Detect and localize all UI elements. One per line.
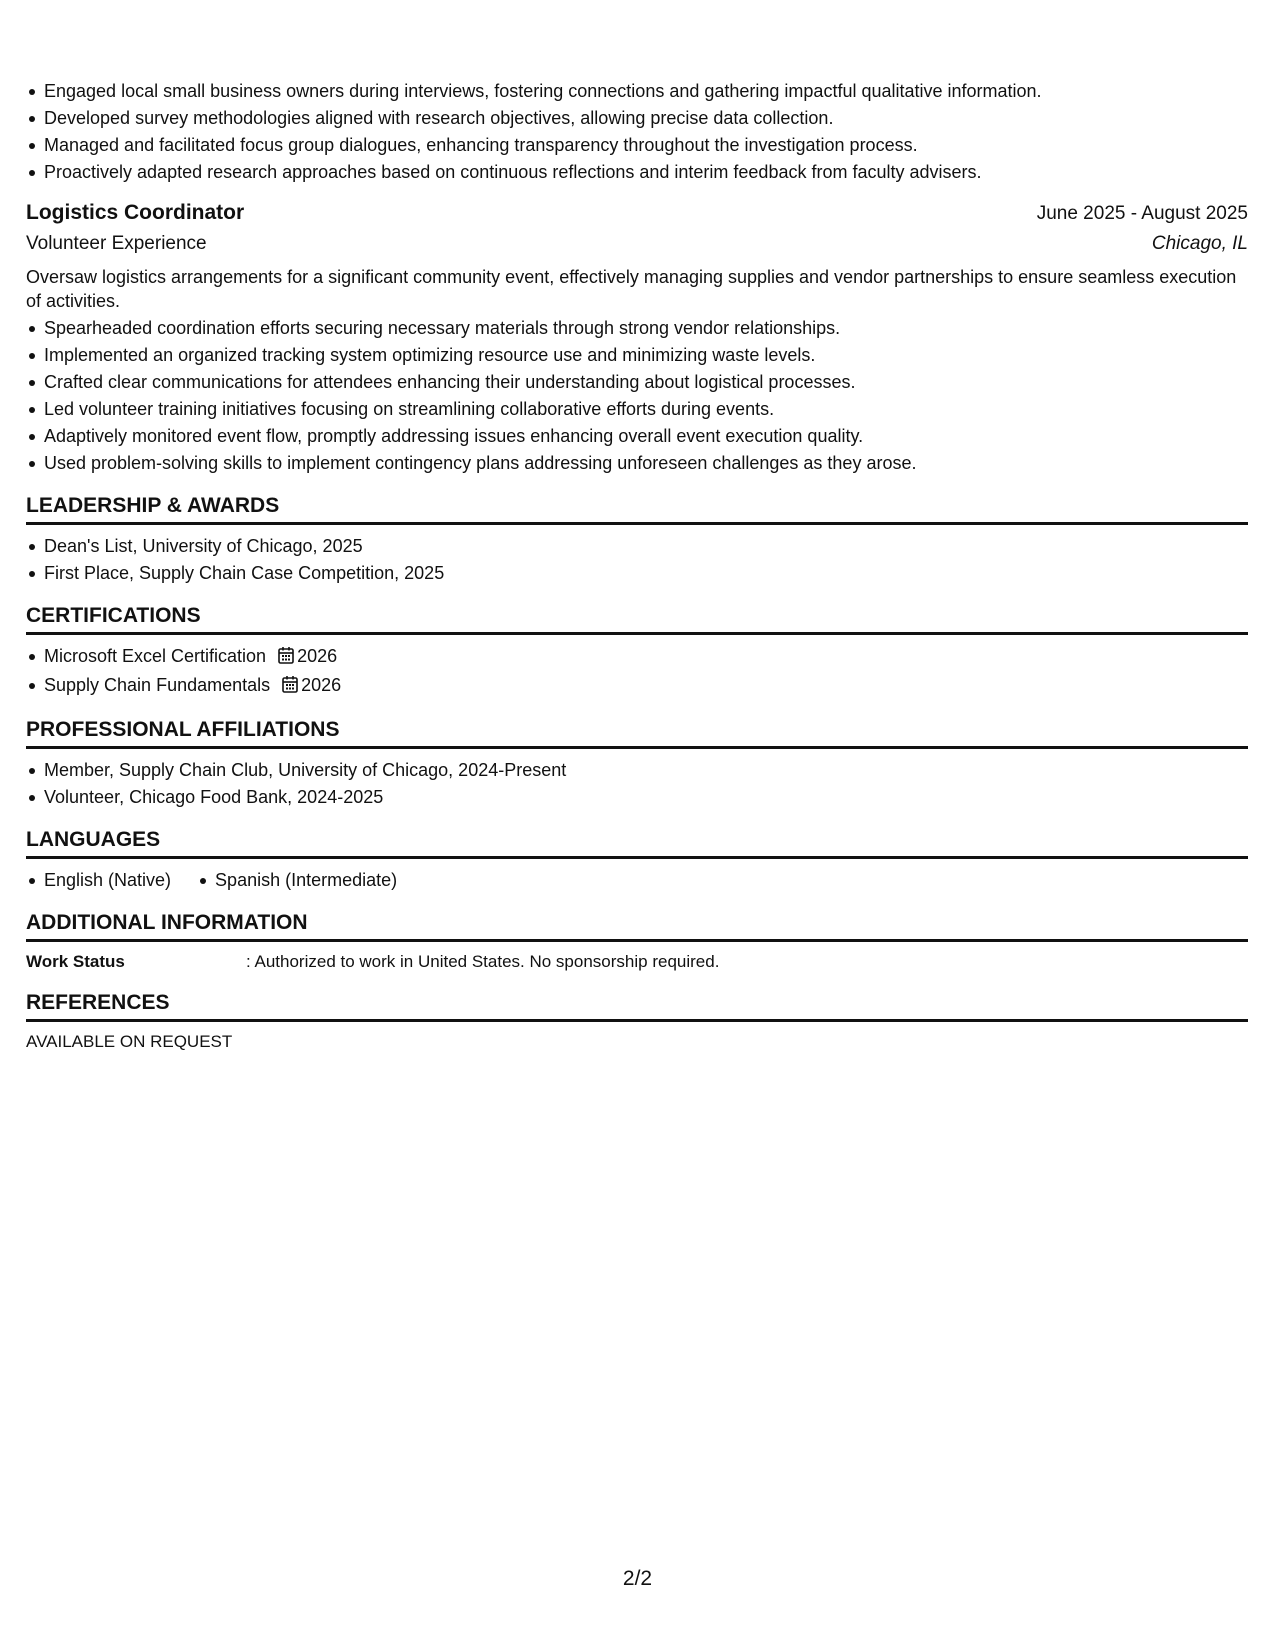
logistics-bullet-list [26,315,1248,477]
list-item: Implemented an organized tracking system optimizing resource use and minimizing waste levels. [44,342,1248,369]
work-status-row [26,950,1248,974]
job-location: Chicago, IL [1151,233,1248,254]
leadership-list [26,533,1248,587]
job-title: Logistics Coordinator [26,201,245,224]
section-title: CERTIFICATIONS [26,601,1248,635]
affiliations-section [26,715,1248,811]
languages-section [26,825,1248,894]
list-item: Led volunteer training initiatives focusing on streamlining collaborative efforts during events. [44,396,1248,423]
research-bullet-list [26,78,1248,186]
list-item: Proactively adapted research approaches based on continuous reflections and interim feedback from faculty advisers. [44,159,1248,186]
calendar-icon [282,674,298,701]
list-item [44,672,1248,701]
section-title: PROFESSIONAL AFFILIATIONS [26,715,1248,749]
job-organization: Volunteer Experience [26,233,207,254]
list-item: Used problem-solving skills to implement contingency plans addressing unforeseen challenges as they arose. [44,450,1248,477]
list-item [44,643,1248,672]
list-item: Spanish (Intermediate) [215,867,397,894]
section-title: ADDITIONAL INFORMATION [26,908,1248,942]
certification-name: Microsoft Excel Certification [44,646,267,666]
affiliations-list [26,757,1248,811]
list-item: Engaged local small business owners during interviews, fostering connections and gathering impactful qualitative information. [44,78,1248,105]
work-status-value: : Authorized to work in United States. No sponsorship required. [246,952,720,971]
certification-year: 2026 [297,646,338,666]
page-number: 2/2 [622,1567,653,1590]
work-status-label: Work Status [26,952,125,971]
list-item: Member, Supply Chain Club, University of Chicago, 2024-Present [44,757,1248,784]
list-item: Developed survey methodologies aligned with research objectives, allowing precise data collection. [44,105,1248,132]
list-item: Volunteer, Chicago Food Bank, 2024-2025 [44,784,1248,811]
job-subheader [26,229,1248,259]
list-item: Dean's List, University of Chicago, 2025 [44,533,1248,560]
languages-list [26,867,1248,894]
references-section [26,988,1248,1054]
certifications-section [26,601,1248,701]
certifications-list [26,643,1248,701]
list-item: Adaptively monitored event flow, promptly addressing issues enhancing overall event execution quality. [44,423,1248,450]
resume-page [26,78,1248,1054]
section-title: REFERENCES [26,988,1248,1022]
certification-year: 2026 [301,675,342,695]
list-item: First Place, Supply Chain Case Competition, 2025 [44,560,1248,587]
job-header [26,198,1248,229]
calendar-icon [278,645,294,672]
list-item: English (Native) [44,867,171,894]
references-text: AVAILABLE ON REQUEST [26,1032,233,1051]
list-item: Spearheaded coordination efforts securing necessary materials through strong vendor relationships. [44,315,1248,342]
section-title: LANGUAGES [26,825,1248,859]
job-dates: June 2025 - August 2025 [1036,203,1248,224]
section-title: LEADERSHIP & AWARDS [26,491,1248,525]
list-item: Managed and facilitated focus group dialogues, enhancing transparency throughout the investigation process. [44,132,1248,159]
leadership-section [26,491,1248,587]
job-summary: Oversaw logistics arrangements for a significant community event, effectively managing supplies and vendor partnerships to ensure seamless execution of activities. [26,267,1237,311]
certification-name: Supply Chain Fundamentals [44,675,271,695]
list-item: Crafted clear communications for attendees enhancing their understanding about logistical processes. [44,369,1248,396]
additional-info-section [26,908,1248,974]
